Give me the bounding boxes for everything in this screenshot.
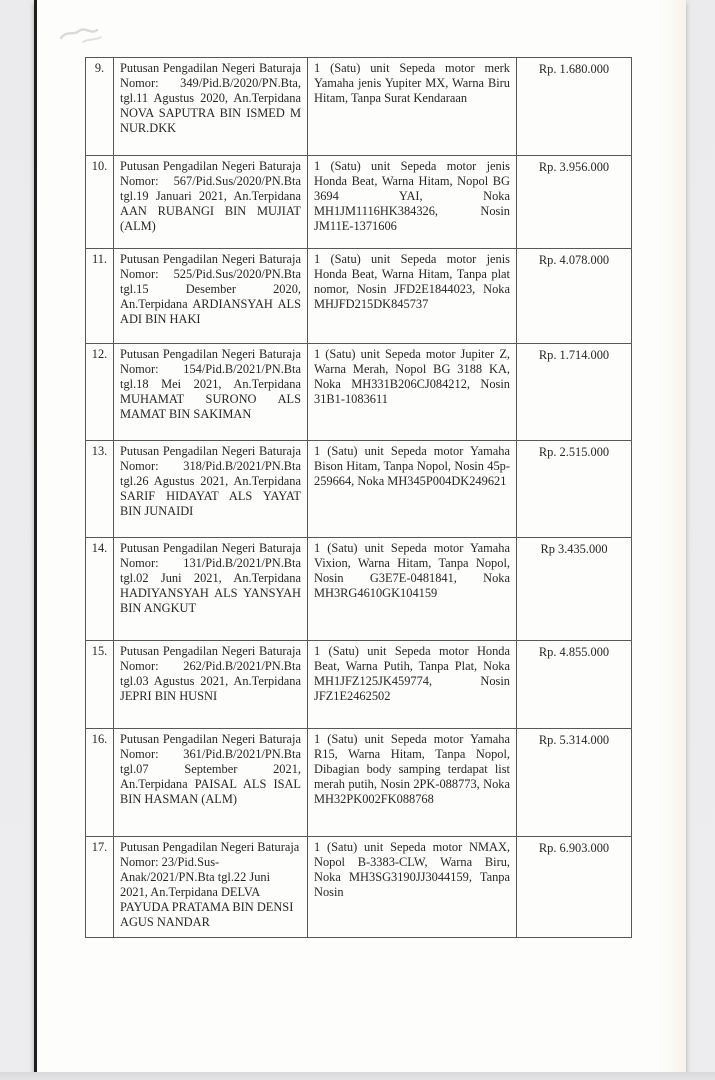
decision-cell: Putusan Pengadilan Negeri Baturaja Nomor: 318/Pid.B/2021/PN.Bta tgl.26 Agustus 2021, An.Terpidana SARIF HIDAYAT ALS YAYAT BIN JUNAIDI <box>114 441 308 538</box>
decision-cell: Putusan Pengadilan Negeri Baturaja Nomor: 262/Pid.B/2021/PN.Bta tgl.03 Agustus 2021, An.Terpidana JEPRI BIN HUSNI <box>114 641 308 729</box>
item-description-cell: 1 (Satu) unit Sepeda motor Yamaha Vixion, Warna Hitam, Tanpa Nopol, Nosin G3E7E-0481841, Noka MH3RG4610GK104159 <box>308 538 517 641</box>
row-number-cell: 9. <box>86 58 114 156</box>
table-row <box>86 837 632 938</box>
item-description-cell: 1 (Satu) unit Sepeda motor Yamaha R15, Warna Hitam, Tanpa Nopol, Dibagian body samping terdapat list merah putih, Nosin 2PK-088773, Noka MH32PK002FK088768 <box>308 729 517 837</box>
row-number-cell: 10. <box>86 156 114 249</box>
row-number-cell: 13. <box>86 441 114 538</box>
value-cell: Rp. 2.515.000 <box>517 441 632 538</box>
value-cell: Rp. 1.680.000 <box>517 58 632 156</box>
row-number-cell: 12. <box>86 344 114 441</box>
court-table-body <box>86 58 632 938</box>
item-description-cell: 1 (Satu) unit Sepeda motor merk Yamaha jenis Yupiter MX, Warna Biru Hitam, Tanpa Surat Kendaraan <box>308 58 517 156</box>
value-cell: Rp. 5.314.000 <box>517 729 632 837</box>
item-description-cell: 1 (Satu) unit Sepeda motor Honda Beat, Warna Putih, Tanpa Plat, Noka MH1JFZ125JK459774, Nosin JFZ1E2462502 <box>308 641 517 729</box>
value-cell: Rp. 4.855.000 <box>517 641 632 729</box>
value-cell: Rp. 3.956.000 <box>517 156 632 249</box>
decision-cell: Putusan Pengadilan Negeri Baturaja Nomor: 23/Pid.Sus-Anak/2021/PN.Bta tgl.22 Juni 2021, An.Terpidana DELVA PAYUDA PRATAMA BIN DENSI AGUS NANDAR <box>114 837 308 938</box>
item-description-cell: 1 (Satu) unit Sepeda motor jenis Honda Beat, Warna Hitam, Nopol BG 3694 YAI, Noka MH1JM1116HK384326, Nosin JM11E-1371606 <box>308 156 517 249</box>
value-cell: Rp. 4.078.000 <box>517 249 632 344</box>
table-row <box>86 641 632 729</box>
row-number-cell: 11. <box>86 249 114 344</box>
decision-cell: Putusan Pengadilan Negeri Baturaja Nomor: 567/Pid.Sus/2020/PN.Bta tgl.19 Januari 2021, An.Terpidana AAN RUBANGI BIN MUJIAT (ALM) <box>114 156 308 249</box>
row-number-cell: 15. <box>86 641 114 729</box>
row-number-cell: 17. <box>86 837 114 938</box>
pencil-scribble <box>55 22 127 50</box>
item-description-cell: 1 (Satu) unit Sepeda motor Jupiter Z, Warna Merah, Nopol BG 3188 KA, Noka MH331B206CJ084212, Nosin 31B1-1083611 <box>308 344 517 441</box>
court-decisions-table <box>85 57 632 938</box>
item-description-cell: 1 (Satu) unit Sepeda motor NMAX, Nopol B-3383-CLW, Warna Biru, Noka MH3SG3190JJ3044159, Tanpa Nosin <box>308 837 517 938</box>
table-row <box>86 538 632 641</box>
paper-edge-tint <box>660 0 686 1073</box>
decision-cell: Putusan Pengadilan Negeri Baturaja Nomor: 131/Pid.B/2021/PN.Bta tgl.02 Juni 2021, An.Terpidana HADIYANSYAH ALS YANSYAH BIN ANGKUT <box>114 538 308 641</box>
row-number-cell: 14. <box>86 538 114 641</box>
table-row <box>86 249 632 344</box>
paper-sheet <box>34 0 686 1073</box>
paper-bottom-shadow <box>0 1072 715 1080</box>
table-row <box>86 156 632 249</box>
item-description-cell: 1 (Satu) unit Sepeda motor Yamaha Bison Hitam, Tanpa Nopol, Nosin 45p-259664, Noka MH345P004DK249621 <box>308 441 517 538</box>
value-cell: Rp. 1.714.000 <box>517 344 632 441</box>
table-row <box>86 729 632 837</box>
item-description-cell: 1 (Satu) unit Sepeda motor jenis Honda Beat, Warna Hitam, Tanpa plat nomor, Nosin JFD2E1844023, Noka MHJFD215DK845737 <box>308 249 517 344</box>
value-cell: Rp 3.435.000 <box>517 538 632 641</box>
decision-cell: Putusan Pengadilan Negeri Baturaja Nomor: 361/Pid.B/2021/PN.Bta tgl.07 September 2021, An.Terpidana PAISAL ALS ISAL BIN HASMAN (ALM) <box>114 729 308 837</box>
table-row <box>86 344 632 441</box>
decision-cell: Putusan Pengadilan Negeri Baturaja Nomor: 349/Pid.B/2020/PN.Bta, tgl.11 Agustus 2020, An.Terpidana NOVA SAPUTRA BIN ISMED M NUR.DKK <box>114 58 308 156</box>
row-number-cell: 16. <box>86 729 114 837</box>
table-row <box>86 58 632 156</box>
decision-cell: Putusan Pengadilan Negeri Baturaja Nomor: 525/Pid.Sus/2020/PN.Bta tgl.15 Desember 2020, An.Terpidana ARDIANSYAH ALS ADI BIN HAKI <box>114 249 308 344</box>
decision-cell: Putusan Pengadilan Negeri Baturaja Nomor: 154/Pid.B/2021/PN.Bta tgl.18 Mei 2021, An.Terpidana MUHAMAT SURONO ALS MAMAT BIN SAKIMAN <box>114 344 308 441</box>
table-row <box>86 441 632 538</box>
value-cell: Rp. 6.903.000 <box>517 837 632 938</box>
